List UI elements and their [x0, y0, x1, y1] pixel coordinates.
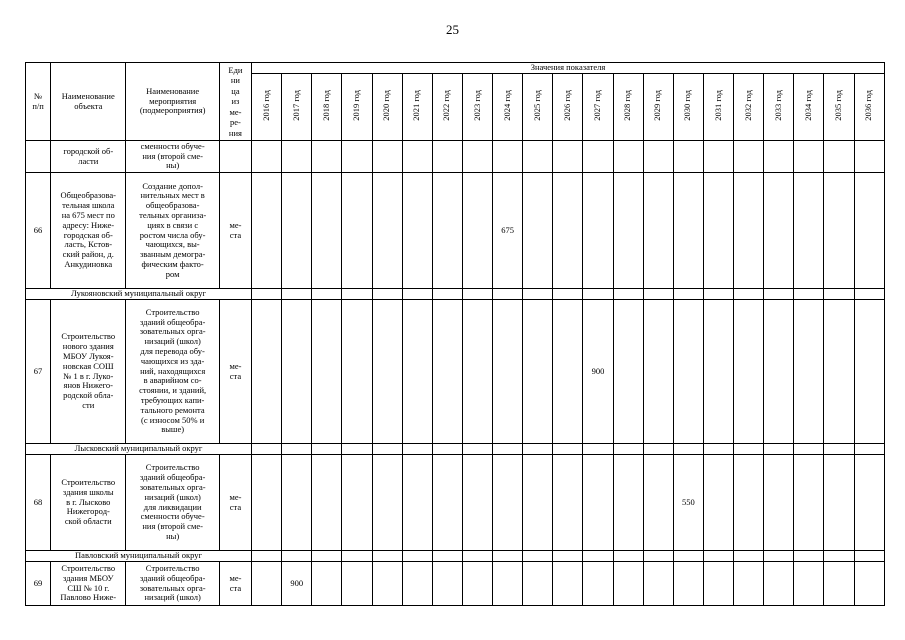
- row-number-cell: 66: [26, 173, 51, 289]
- year-header-cell: [462, 74, 492, 141]
- year-header-cell: [372, 74, 402, 141]
- empty-cell: [312, 562, 342, 606]
- empty-cell: [583, 444, 613, 455]
- region-row: [26, 289, 885, 300]
- empty-cell: [462, 173, 492, 289]
- empty-cell: [342, 444, 372, 455]
- empty-cell: [673, 289, 703, 300]
- year-header-cell: [613, 74, 643, 141]
- empty-cell: [282, 141, 312, 173]
- year-label: 2019 год: [351, 90, 362, 121]
- empty-cell: [673, 444, 703, 455]
- empty-cell: [613, 562, 643, 606]
- empty-cell: [432, 141, 462, 173]
- measure-name-cell: Строительство зданий общеобра- зовательных орга- низаций (школ): [126, 562, 219, 606]
- empty-cell: [673, 300, 703, 444]
- empty-cell: [703, 455, 733, 551]
- empty-cell: [854, 562, 885, 606]
- year-label: 2023 год: [471, 90, 482, 121]
- empty-cell: [432, 444, 462, 455]
- empty-cell: [462, 551, 492, 562]
- empty-cell: [553, 173, 583, 289]
- unit-cell: [219, 141, 251, 173]
- year-label: 2017 год: [290, 90, 301, 121]
- unit-cell: ме- ста: [219, 173, 251, 289]
- year-header-cell: [583, 74, 613, 141]
- year-header-cell: [703, 74, 733, 141]
- empty-cell: [462, 562, 492, 606]
- empty-cell: [764, 444, 794, 455]
- empty-cell: [794, 289, 824, 300]
- year-header-cell: [553, 74, 583, 141]
- header-row-1: [26, 63, 885, 74]
- empty-cell: [703, 300, 733, 444]
- empty-cell: [252, 300, 282, 444]
- header-measure-name: Наименование мероприятия (подмероприятия): [126, 63, 219, 141]
- empty-cell: [553, 455, 583, 551]
- region-label: Лысковский муниципальный округ: [26, 444, 252, 455]
- empty-cell: [372, 173, 402, 289]
- object-name-cell: Строительство здания школы в г. Лысково Нижегород- ской области: [51, 455, 126, 551]
- empty-cell: [432, 173, 462, 289]
- empty-cell: [643, 300, 673, 444]
- measure-name-cell: Создание допол- нительных мест в общеобразова- тельных организа- циях в связи с ростом числа обу- чающихся, вы- званным демогра- фическим факто- ром: [126, 173, 219, 289]
- table-body: [26, 141, 885, 606]
- empty-cell: [824, 141, 854, 173]
- empty-cell: [854, 141, 885, 173]
- empty-cell: [402, 141, 432, 173]
- empty-cell: [703, 141, 733, 173]
- year-label: 2025 год: [531, 90, 542, 121]
- year-header-cell: [734, 74, 764, 141]
- empty-cell: [703, 289, 733, 300]
- table-row: [26, 141, 885, 173]
- empty-cell: [282, 551, 312, 562]
- empty-cell: [794, 444, 824, 455]
- empty-cell: [824, 173, 854, 289]
- empty-cell: [372, 551, 402, 562]
- empty-cell: [342, 173, 372, 289]
- empty-cell: [583, 562, 613, 606]
- empty-cell: [613, 173, 643, 289]
- empty-cell: [252, 562, 282, 606]
- empty-cell: [613, 444, 643, 455]
- year-label: 2018 год: [320, 90, 331, 121]
- empty-cell: [252, 289, 282, 300]
- empty-cell: [734, 300, 764, 444]
- year-label: 2031 год: [712, 90, 723, 121]
- empty-cell: [312, 141, 342, 173]
- empty-cell: [794, 173, 824, 289]
- empty-cell: [854, 551, 885, 562]
- year-label: 2030 год: [682, 90, 693, 121]
- empty-cell: [282, 444, 312, 455]
- year-label: 2036 год: [863, 90, 874, 121]
- row-number-cell: [26, 141, 51, 173]
- year-header-cell: [282, 74, 312, 141]
- object-name-cell: Общеобразова- тельная школа на 675 мест по адресу: Ниже- городская об- ласть, Кстов- ский район, д. Анкудиновка: [51, 173, 126, 289]
- measure-name-cell: Строительство зданий общеобра- зовательных орга- низаций (школ) для ликвидации сменности обуче- ния (второй сме- ны): [126, 455, 219, 551]
- empty-cell: [643, 173, 673, 289]
- year-label: 2027 год: [592, 90, 603, 121]
- empty-cell: [402, 551, 432, 562]
- empty-cell: [583, 455, 613, 551]
- empty-cell: [462, 300, 492, 444]
- year-label: 2028 год: [622, 90, 633, 121]
- empty-cell: [402, 173, 432, 289]
- object-name-cell: Строительство здания МБОУ СШ № 10 г. Павлово Ниже-: [51, 562, 126, 606]
- empty-cell: [673, 173, 703, 289]
- empty-cell: [252, 551, 282, 562]
- unit-cell: ме- ста: [219, 455, 251, 551]
- empty-cell: [282, 289, 312, 300]
- region-label: Павловский муниципальный округ: [26, 551, 252, 562]
- empty-cell: [703, 173, 733, 289]
- empty-cell: [643, 141, 673, 173]
- empty-cell: [252, 444, 282, 455]
- empty-cell: [462, 444, 492, 455]
- year-label: 2034 год: [802, 90, 813, 121]
- empty-cell: [673, 562, 703, 606]
- empty-cell: [372, 289, 402, 300]
- year-header-cell: [342, 74, 372, 141]
- empty-cell: [553, 562, 583, 606]
- measure-name-cell: сменности обуче- ния (второй сме- ны): [126, 141, 219, 173]
- empty-cell: [523, 551, 553, 562]
- empty-cell: [462, 141, 492, 173]
- empty-cell: [824, 300, 854, 444]
- indicator-table: [25, 62, 885, 606]
- empty-cell: [493, 562, 523, 606]
- empty-cell: [523, 300, 553, 444]
- empty-cell: [613, 141, 643, 173]
- year-label: 2016 год: [260, 90, 271, 121]
- empty-cell: [734, 141, 764, 173]
- empty-cell: [734, 455, 764, 551]
- empty-cell: [282, 173, 312, 289]
- empty-cell: [372, 300, 402, 444]
- empty-cell: [342, 289, 372, 300]
- empty-cell: [703, 562, 733, 606]
- empty-cell: [854, 289, 885, 300]
- value-cell: 900: [282, 562, 312, 606]
- empty-cell: [523, 289, 553, 300]
- row-number-cell: 67: [26, 300, 51, 444]
- empty-cell: [523, 141, 553, 173]
- empty-cell: [764, 300, 794, 444]
- empty-cell: [312, 173, 342, 289]
- empty-cell: [432, 300, 462, 444]
- empty-cell: [734, 444, 764, 455]
- empty-cell: [402, 289, 432, 300]
- year-header-cell: [794, 74, 824, 141]
- empty-cell: [643, 444, 673, 455]
- empty-cell: [794, 300, 824, 444]
- empty-cell: [794, 455, 824, 551]
- year-header-cell: [493, 74, 523, 141]
- empty-cell: [553, 444, 583, 455]
- year-header-cell: [643, 74, 673, 141]
- empty-cell: [493, 551, 523, 562]
- year-label: 2026 год: [561, 90, 572, 121]
- unit-cell: ме- ста: [219, 562, 251, 606]
- empty-cell: [673, 551, 703, 562]
- year-label: 2021 год: [411, 90, 422, 121]
- value-cell: 675: [493, 173, 523, 289]
- region-row: [26, 551, 885, 562]
- header-num: № п/п: [26, 63, 51, 141]
- empty-cell: [583, 551, 613, 562]
- empty-cell: [312, 444, 342, 455]
- empty-cell: [703, 444, 733, 455]
- year-header-cell: [523, 74, 553, 141]
- year-header-cell: [312, 74, 342, 141]
- empty-cell: [703, 551, 733, 562]
- empty-cell: [342, 551, 372, 562]
- empty-cell: [583, 289, 613, 300]
- empty-cell: [523, 562, 553, 606]
- empty-cell: [734, 173, 764, 289]
- empty-cell: [312, 455, 342, 551]
- table-row: [26, 300, 885, 444]
- empty-cell: [824, 444, 854, 455]
- empty-cell: [764, 551, 794, 562]
- empty-cell: [764, 455, 794, 551]
- empty-cell: [523, 444, 553, 455]
- empty-cell: [824, 455, 854, 551]
- empty-cell: [252, 173, 282, 289]
- empty-cell: [252, 141, 282, 173]
- header-values-group: Значения показателя: [252, 63, 885, 74]
- empty-cell: [854, 300, 885, 444]
- empty-cell: [764, 141, 794, 173]
- empty-cell: [583, 173, 613, 289]
- measure-name-cell: Строительство зданий общеобра- зовательных орга- низаций (школ) для перевода обу- чающихся из зда- ний, находящихся в аварийном со- стоянии, и зданий, требующих капи- тального ремонта (с износом 50% и выше): [126, 300, 219, 444]
- header-unit: Еди ни ца из ме- ре- ния: [219, 63, 251, 141]
- empty-cell: [402, 444, 432, 455]
- empty-cell: [643, 289, 673, 300]
- empty-cell: [583, 141, 613, 173]
- empty-cell: [734, 289, 764, 300]
- empty-cell: [493, 141, 523, 173]
- empty-cell: [794, 141, 824, 173]
- empty-cell: [462, 289, 492, 300]
- empty-cell: [282, 300, 312, 444]
- empty-cell: [312, 300, 342, 444]
- empty-cell: [342, 141, 372, 173]
- empty-cell: [462, 455, 492, 551]
- value-cell: 550: [673, 455, 703, 551]
- unit-cell: ме- ста: [219, 300, 251, 444]
- empty-cell: [824, 289, 854, 300]
- empty-cell: [372, 141, 402, 173]
- empty-cell: [613, 455, 643, 551]
- empty-cell: [854, 444, 885, 455]
- empty-cell: [432, 455, 462, 551]
- year-header-cell: [824, 74, 854, 141]
- empty-cell: [794, 562, 824, 606]
- empty-cell: [824, 562, 854, 606]
- year-label: 2033 год: [772, 90, 783, 121]
- empty-cell: [764, 562, 794, 606]
- empty-cell: [613, 300, 643, 444]
- empty-cell: [402, 300, 432, 444]
- empty-cell: [824, 551, 854, 562]
- year-label: 2032 год: [742, 90, 753, 121]
- empty-cell: [432, 562, 462, 606]
- empty-cell: [493, 289, 523, 300]
- empty-cell: [432, 551, 462, 562]
- empty-cell: [372, 444, 402, 455]
- empty-cell: [372, 562, 402, 606]
- empty-cell: [734, 562, 764, 606]
- year-header-cell: [764, 74, 794, 141]
- year-header-cell: [432, 74, 462, 141]
- empty-cell: [553, 289, 583, 300]
- empty-cell: [432, 289, 462, 300]
- header-object-name: Наименование объекта: [51, 63, 126, 141]
- empty-cell: [523, 455, 553, 551]
- empty-cell: [553, 551, 583, 562]
- empty-cell: [764, 289, 794, 300]
- empty-cell: [553, 141, 583, 173]
- empty-cell: [613, 551, 643, 562]
- table-row: [26, 562, 885, 606]
- empty-cell: [312, 551, 342, 562]
- empty-cell: [673, 141, 703, 173]
- year-header-cell: [402, 74, 432, 141]
- object-name-cell: Строительство нового здания МБОУ Лукоя- новская СОШ № 1 в г. Луко- янов Нижего- родской обла- сти: [51, 300, 126, 444]
- year-header-cell: [854, 74, 885, 141]
- row-number-cell: 68: [26, 455, 51, 551]
- empty-cell: [613, 289, 643, 300]
- year-label: 2035 год: [833, 90, 844, 121]
- object-name-cell: городской об- ласти: [51, 141, 126, 173]
- year-label: 2024 год: [501, 90, 512, 121]
- empty-cell: [402, 455, 432, 551]
- empty-cell: [523, 173, 553, 289]
- empty-cell: [854, 455, 885, 551]
- table-row: [26, 173, 885, 289]
- empty-cell: [312, 289, 342, 300]
- empty-cell: [643, 455, 673, 551]
- empty-cell: [493, 455, 523, 551]
- year-header-cell: [252, 74, 282, 141]
- region-row: [26, 444, 885, 455]
- table-row: [26, 455, 885, 551]
- empty-cell: [553, 300, 583, 444]
- page-number: 25: [446, 22, 459, 37]
- year-label: 2020 год: [381, 90, 392, 121]
- empty-cell: [734, 551, 764, 562]
- row-number-cell: 69: [26, 562, 51, 606]
- value-cell: 900: [583, 300, 613, 444]
- empty-cell: [342, 562, 372, 606]
- empty-cell: [643, 562, 673, 606]
- region-label: Лукояновский муниципальный округ: [26, 289, 252, 300]
- empty-cell: [372, 455, 402, 551]
- empty-cell: [794, 551, 824, 562]
- empty-cell: [643, 551, 673, 562]
- empty-cell: [764, 173, 794, 289]
- year-label: 2029 год: [652, 90, 663, 121]
- empty-cell: [402, 562, 432, 606]
- empty-cell: [282, 455, 312, 551]
- empty-cell: [252, 455, 282, 551]
- empty-cell: [342, 300, 372, 444]
- empty-cell: [493, 444, 523, 455]
- empty-cell: [342, 455, 372, 551]
- empty-cell: [854, 173, 885, 289]
- empty-cell: [493, 300, 523, 444]
- year-header-cell: [673, 74, 703, 141]
- year-label: 2022 год: [441, 90, 452, 121]
